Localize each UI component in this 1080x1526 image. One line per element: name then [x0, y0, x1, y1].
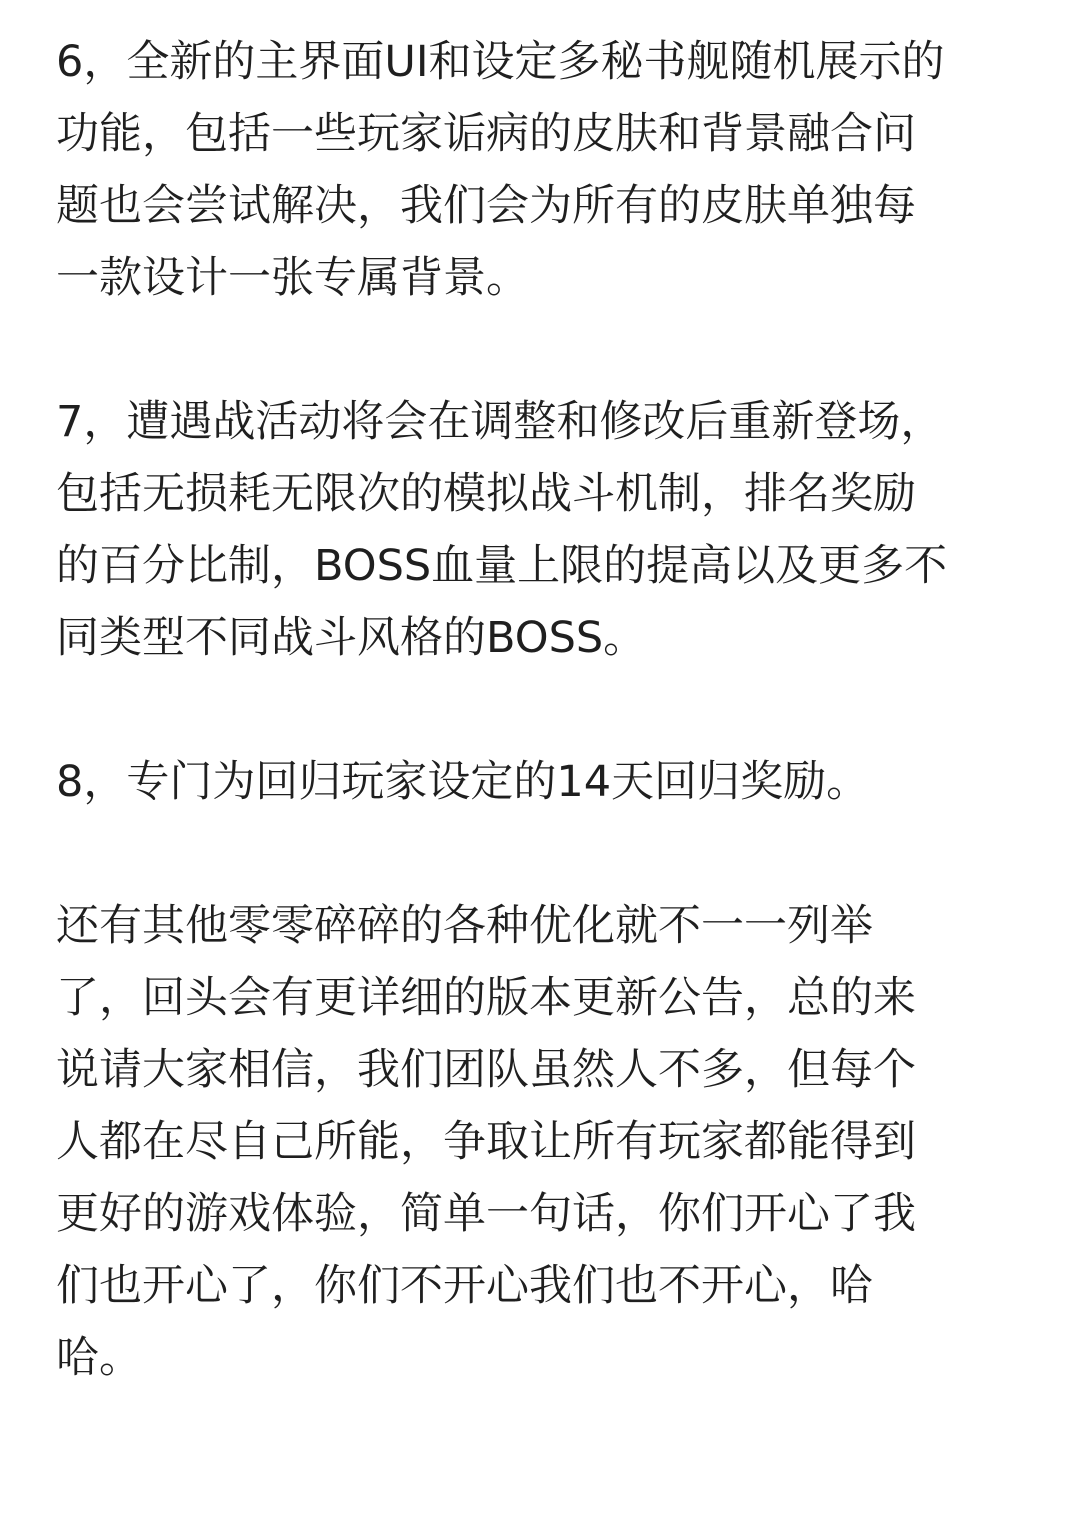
text-line: 功能，包括一些玩家诟病的皮肤和背景融合问	[56, 109, 916, 159]
text-line: 8，专门为回归玩家设定的14天回归奖励。	[56, 757, 870, 807]
text-line: 说请大家相信，我们团队虽然人不多，但每个	[56, 1045, 916, 1095]
announcement-text	[56, 26, 1046, 1466]
text-line: 一款设计一张专属背景。	[56, 253, 529, 303]
text-line: 题也会尝试解决，我们会为所有的皮肤单独每	[56, 181, 916, 231]
text-line: 还有其他零零碎碎的各种优化就不一一列举	[56, 901, 873, 951]
text-line: 7，遭遇战活动将会在调整和修改后重新登场，	[56, 397, 944, 447]
paragraph-item-6	[56, 26, 1046, 314]
paragraph-closing	[56, 890, 1046, 1394]
text-line: 们也开心了，你们不开心我们也不开心，哈	[56, 1261, 873, 1311]
text-line: 同类型不同战斗风格的BOSS。	[56, 613, 647, 663]
text-line: 人都在尽自己所能，争取让所有玩家都能得到	[56, 1117, 916, 1167]
paragraph-item-8	[56, 746, 1046, 818]
text-line: 6，全新的主界面UI和设定多秘书舰随机展示的	[56, 37, 945, 87]
text-line: 的百分比制，BOSS血量上限的提高以及更多不	[56, 541, 948, 591]
text-line: 哈。	[56, 1333, 142, 1383]
text-line: 更好的游戏体验，简单一句话，你们开心了我	[56, 1189, 916, 1239]
text-line: 包括无损耗无限次的模拟战斗机制，排名奖励	[56, 469, 916, 519]
text-line: 了，回头会有更详细的版本更新公告，总的来	[56, 973, 916, 1023]
paragraph-item-7	[56, 386, 1046, 674]
